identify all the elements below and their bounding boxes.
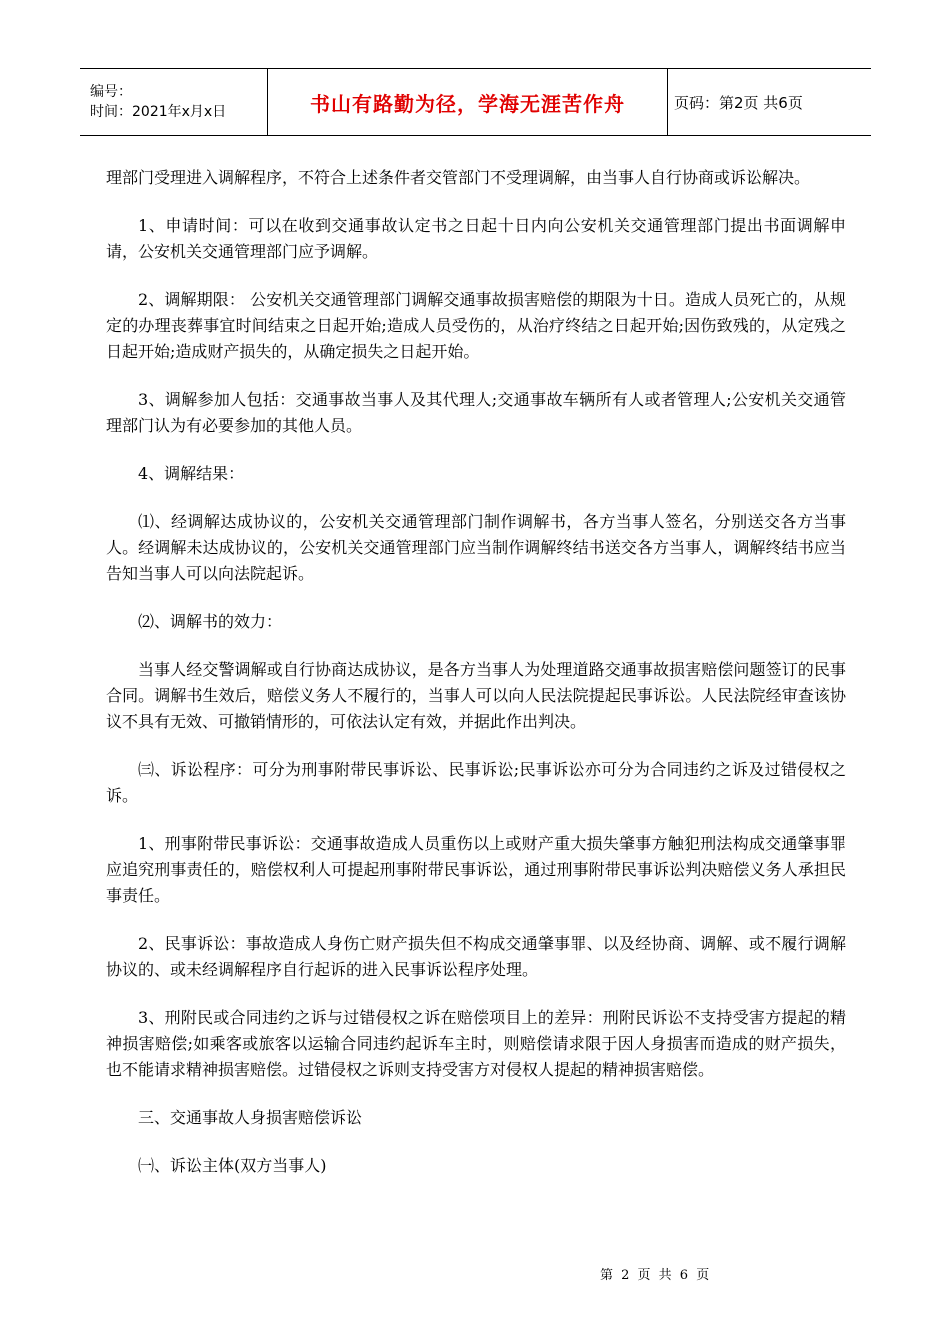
paragraph: 当事人经交警调解或自行协商达成协议，是各方当事人为处理道路交通事故损害赔偿问题签订的民事合同。调解书生效后，赔偿义务人不履行的，当事人可以向人民法院提起民事诉讼。人民法院经审查该协议不具有无效、可撤销情形的，可依法认定有效，并据此作出判决。	[106, 660, 846, 731]
document-number: 编号：	[90, 84, 132, 100]
header-page-number: 页码：第2页 共6页	[674, 93, 803, 112]
paragraph: 1、申请时间：可以在收到交通事故认定书之日起十日内向公安机关交通管理部门提出书面调解申请，公安机关交通管理部门应予调解。	[106, 216, 846, 261]
paragraph: 3、刑附民或合同违约之诉与过错侵权之诉在赔偿项目上的差异：刑附民诉讼不支持受害方提起的精神损害赔偿;如乘客或旅客以运输合同违约起诉车主时，则赔偿请求限于因人身损害而造成的财产损失，也不能请求精神损害赔偿。过错侵权之诉则支持受害方对侵权人提起的精神损害赔偿。	[106, 1008, 846, 1079]
paragraph: ㈢、诉讼程序：可分为刑事附带民事诉讼、民事诉讼;民事诉讼亦可分为合同违约之诉及过错侵权之诉。	[106, 760, 846, 805]
header-meta	[80, 69, 268, 135]
paragraph: ⑴、经调解达成协议的，公安机关交通管理部门制作调解书，各方当事人签名，分别送交各方当事人。经调解未达成协议的，公安机关交通管理部门应当制作调解终结书送交各方当事人，调解终结书应当告知当事人可以向法院起诉。	[106, 512, 846, 583]
paragraph: ⑵、调解书的效力：	[138, 612, 283, 631]
paragraph: 1、刑事附带民事诉讼：交通事故造成人员重伤以上或财产重大损失肇事方触犯刑法构成交通肇事罪应追究刑事责任的，赔偿权利人可提起刑事附带民事诉讼，通过刑事附带民事诉讼判决赔偿义务人承担民事责任。	[106, 834, 846, 905]
document-date: 时间：2021年x月x日	[90, 104, 227, 120]
paragraph: 2、调解期限： 公安机关交通管理部门调解交通事故损害赔偿的期限为十日。造成人员死亡的，从规定的办理丧葬事宜时间结束之日起开始;造成人员受伤的，从治疗终结之日起开始;因伤致残的，从定残之日起开始;造成财产损失的，从确定损失之日起开始。	[106, 290, 846, 361]
paragraph: 2、民事诉讼：事故造成人身伤亡财产损失但不构成交通肇事罪、以及经协商、调解、或不履行调解协议的、或未经调解程序自行起诉的进入民事诉讼程序处理。	[106, 934, 846, 979]
page-header	[80, 68, 871, 136]
document-body	[106, 165, 846, 1201]
paragraph: 理部门受理进入调解程序，不符合上述条件者交管部门不受理调解，由当事人自行协商或诉讼解决。	[106, 168, 811, 187]
section-heading: 三、交通事故人身损害赔偿诉讼	[138, 1108, 363, 1127]
paragraph: 3、调解参加人包括：交通事故当事人及其代理人;交通事故车辆所有人或者管理人;公安机关交通管理部门认为有必要参加的其他人员。	[106, 390, 846, 435]
page-footer: 第 2 页 共 6 页	[600, 1268, 712, 1283]
paragraph: 4、调解结果：	[138, 464, 245, 483]
header-motto: 书山有路勤为径，学海无涯苦作舟	[268, 69, 668, 135]
subsection-heading: ㈠、诉讼主体(双方当事人)	[138, 1156, 327, 1175]
